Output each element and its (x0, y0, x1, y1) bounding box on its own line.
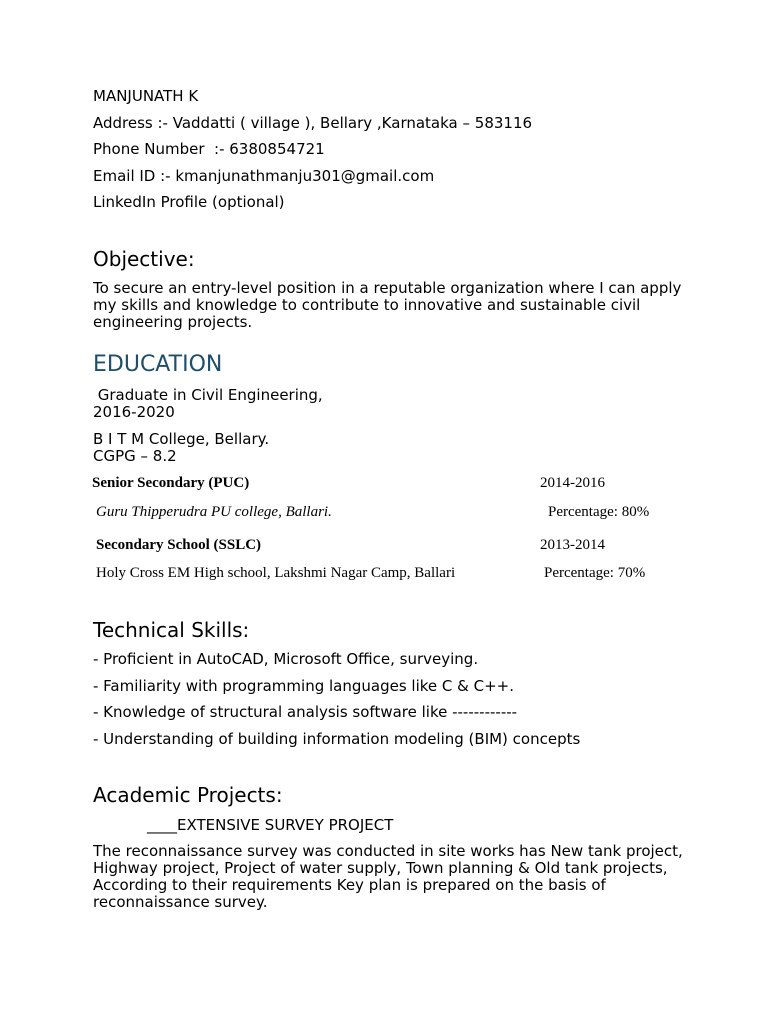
graduate-degree: Graduate in Civil Engineering, (93, 386, 323, 404)
puc-years: 2014-2016 (540, 475, 605, 491)
skill-item: - Familiarity with programming languages like C & C++. (93, 677, 514, 695)
projects-heading: Academic Projects: (93, 783, 283, 807)
sslc-school: Holy Cross EM High school, Lakshmi Nagar Camp, Ballari (96, 565, 456, 581)
objective-heading: Objective: (93, 247, 195, 271)
skill-item: - Knowledge of structural analysis software like ------------ (93, 703, 518, 721)
linkedin-line: LinkedIn Profile (optional) (93, 193, 285, 211)
skill-item: - Understanding of building information modeling (BIM) concepts (93, 730, 581, 748)
education-heading: EDUCATION (93, 352, 223, 377)
graduate-years: 2016-2020 (93, 403, 175, 421)
address-line: Address :- Vaddatti ( village ), Bellary ,Karnataka – 583116 (93, 114, 533, 132)
puc-school: Guru Thipperudra PU college, Ballari. (96, 504, 332, 520)
sslc-percentage: Percentage: 70% (544, 565, 646, 581)
sslc-title: Secondary School (SSLC) (96, 537, 262, 553)
puc-title: Senior Secondary (PUC) (92, 475, 250, 491)
college-cgpa: CGPG – 8.2 (93, 447, 177, 465)
project-title: ____EXTENSIVE SURVEY PROJECT (147, 816, 394, 834)
college-name: B I T M College, Bellary. (93, 430, 270, 448)
puc-percentage: Percentage: 80% (548, 504, 650, 520)
email-line: Email ID :- kmanjunathmanju301@gmail.com (93, 167, 435, 185)
phone-line: Phone Number :- 6380854721 (93, 140, 325, 158)
skill-item: - Proficient in AutoCAD, Microsoft Office, surveying. (93, 650, 479, 668)
skills-heading: Technical Skills: (93, 618, 250, 642)
objective-text: To secure an entry-level position in a reputable organization where I can apply my skills and knowledge to contribute to innovative and sustainable civil engineering projects. (93, 279, 682, 331)
project-description: The reconnaissance survey was conducted in site works has New tank project, Highway project, Project of water supply, Town planning & Old tank projects, According to their requirements Key plan is prepared on the basis of reconnaissance survey. (93, 842, 683, 911)
sslc-years: 2013-2014 (540, 537, 605, 553)
candidate-name: MANJUNATH K (93, 87, 199, 105)
